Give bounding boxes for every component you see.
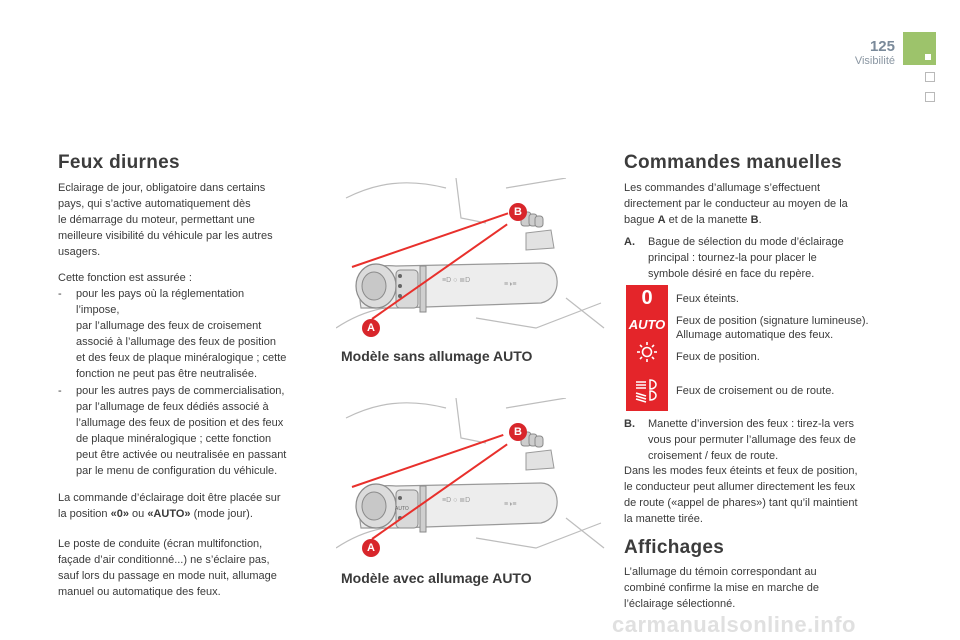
manual-controls-title: Commandes manuelles [624,152,842,173]
label-lights-off: Feux éteints. [676,293,739,305]
item-a-text: Bague de sélection du mode d’éclairage principal : tournez-la pour placer le symbole désiré en face du repère. [648,236,844,280]
command-position-text: La commande d’éclairage doit être placée sur la position «0» ou «AUTO» (mode jour). [58,492,281,520]
watermark: carmanualsonline.info [612,612,856,637]
daytime-lights-title: Feux diurnes [58,152,180,173]
nav-square-2 [925,92,935,102]
stalk-illustration-without-auto [336,178,606,343]
auto-marking: AUTO [395,506,409,512]
svg-text:≡D ○ ≣D: ≡D ○ ≣D [442,497,471,504]
console-lighting-text: Le poste de conduite (écran multifonction, façade d’air conditionné...) ne s’éclaire pas, sauf lors du passage en mode nuit, allumage manuel ou automatique des feux. [58,538,277,598]
callout-a-model2: A [362,539,380,557]
model-with-auto-title: Modèle avec allumage AUTO [341,570,532,586]
svg-text:≡◑≡: ≡◑≡ [504,281,517,288]
daytime-intro: Eclairage de jour, obligatoire dans certains pays, qui s’active automatiquement dès le démarrage du moteur, permettant une meilleure visibilité du véhicule par les autres usagers. [58,182,273,258]
function-assured-text: Cette fonction est assurée : [58,272,192,284]
model-without-auto-title: Modèle sans allumage AUTO [341,348,533,364]
manual-controls-intro: Les commandes d’allumage s’effectuent directement par le conducteur au moyen de la bague A et de la manette B. [624,182,848,226]
label-dipped-main: Feux de croisement ou de route. [676,385,835,397]
headlamp-flash-text: Dans les modes feux éteints et feux de position, le conducteur peut allumer directement les feux de route («appel de phares») tant qu’il maintient la manette tirée. [624,465,858,525]
tab-marker [925,54,931,60]
callout-b-model2: B [509,423,527,441]
page-number: 125 [869,38,895,55]
label-auto: Feux de position (signature lumineuse). Allumage automatique des feux. [676,315,869,341]
off-position-icon: 0 [641,287,653,309]
displays-text: L’allumage du témoin correspondant au combiné confirme la mise en marche de l’éclairage sélectionné. [624,566,820,610]
section-tab [903,32,936,65]
light-mode-icon-panel [626,285,668,411]
item-a-label: A. [624,236,635,248]
section-name: Visibilité [854,55,895,67]
svg-text:≡D ○ ≣D: ≡D ○ ≣D [442,277,471,284]
callout-a-model1: A [362,319,380,337]
label-sidelights: Feux de position. [676,351,760,363]
svg-text:≡◑≡: ≡◑≡ [504,501,517,508]
bullet-mandatory-countries: - pour les pays où la réglementation l’impose, par l’allumage des feux de croisement associé à l’allumage des feux de position et des feux de plaque minéralogique ; cette fonction ne peut pas être neutralisée. [58,288,287,380]
bullet-other-countries: - pour les autres pays de commercialisation, par l’allumage de feux dédiés associé à l’allumage des feux de position et des feux de plaque minéralogique ; cette fonction peut être activée ou neutralisée en passant par le menu de configuration du véhicule. [58,385,287,477]
auto-position-icon: AUTO [628,317,666,332]
nav-square-1 [925,72,935,82]
displays-title: Affichages [624,537,725,558]
stalk-illustration-with-auto [336,398,606,563]
item-b-label: B. [624,418,635,430]
dipped-main-beam-icon [632,377,662,403]
callout-b-model1: B [509,203,527,221]
sidelight-icon [635,341,659,363]
item-b-text: Manette d’inversion des feux : tirez-la vers vous pour permuter l’allumage des feux de croisement / feux de route. [648,418,856,462]
